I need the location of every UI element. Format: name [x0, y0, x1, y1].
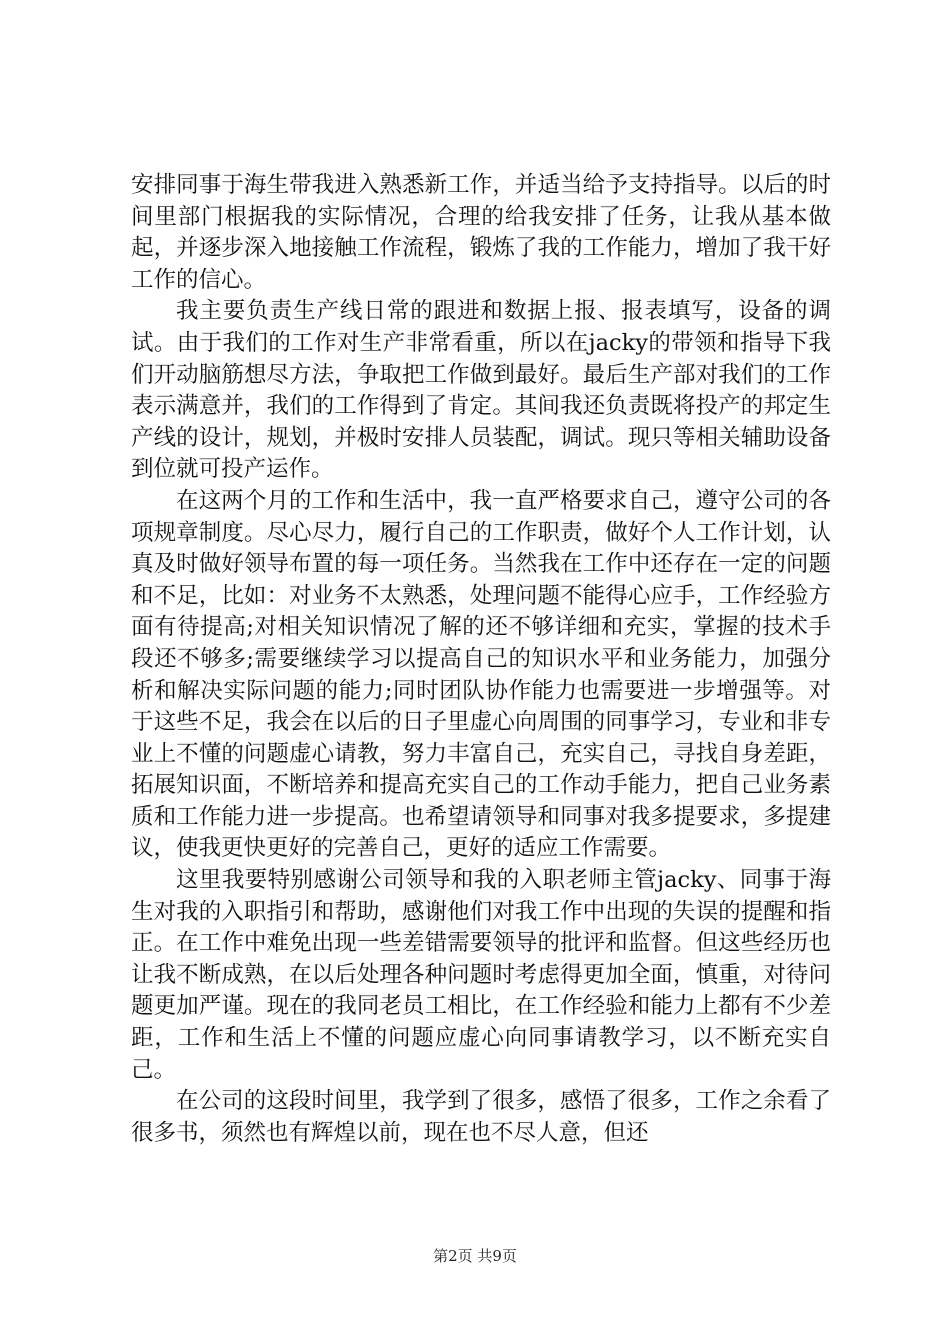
- page-number-footer: 第2页 共9页: [433, 1247, 517, 1265]
- paragraph-3: 在这两个月的工作和生活中，我一直严格要求自己，遵守公司的各项规章制度。尽心尽力，履行自己的工作职责，做好个人工作计划，认真及时做好领导布置的每一项任务。当然我在工作中还存在一定的问题和不足，比如：对业务不太熟悉，处理问题不能得心应手，工作经验方面有待提高;对相关知识情况了解的还不够详细和充实，掌握的技术手段还不够多;需要继续学习以提高自己的知识水平和业务能力，加强分析和解决实际问题的能力;同时团队协作能力也需要进一步增强等。对于这些不足，我会在以后的日子里虚心向周围的同事学习，专业和非专业上不懂的问题虚心请教，努力丰富自己，充实自己，寻找自身差距，拓展知识面，不断培养和提高充实自己的工作动手能力，把自己业务素质和工作能力进一步提高。也希望请领导和同事对我多提要求，多提建议，使我更快更好的完善自己，更好的适应工作需要。: [131, 487, 831, 862]
- paragraph-2: 我主要负责生产线日常的跟进和数据上报、报表填写，设备的调试。由于我们的工作对生产非常看重，所以在jacky的带领和指导下我们开动脑筋想尽方法，争取把工作做到最好。最后生产部对我们的工作表示满意并，我们的工作得到了肯定。其间我还负责既将投产的邦定生产线的设计，规划，并极时安排人员装配，调试。现只等相关辅助设备到位就可投产运作。: [131, 298, 831, 483]
- document-body: [131, 170, 831, 1149]
- paragraph-1: 安排同事于海生带我进入熟悉新工作，并适当给予支持指导。以后的时间里部门根据我的实际情况，合理的给我安排了任务，让我从基本做起，并逐步深入地接触工作流程，锻炼了我的工作能力，增加了我干好工作的信心。: [131, 172, 831, 293]
- paragraph-5: 在公司的这段时间里，我学到了很多，感悟了很多，工作之余看了很多书，须然也有辉煌以前，现在也不尽人意，但还: [131, 1088, 831, 1146]
- paragraph-4: 这里我要特别感谢公司领导和我的入职老师主管jacky、同事于海生对我的入职指引和帮助，感谢他们对我工作中出现的失误的提醒和指正。在工作中难免出现一些差错需要领导的批评和监督。但这些经历也让我不断成熟，在以后处理各种问题时考虑得更加全面，慎重，对待问题更加严谨。现在的我同老员工相比，在工作经验和能力上都有不少差距，工作和生活上不懂的问题应虚心向同事请教学习，以不断充实自己。: [131, 867, 831, 1083]
